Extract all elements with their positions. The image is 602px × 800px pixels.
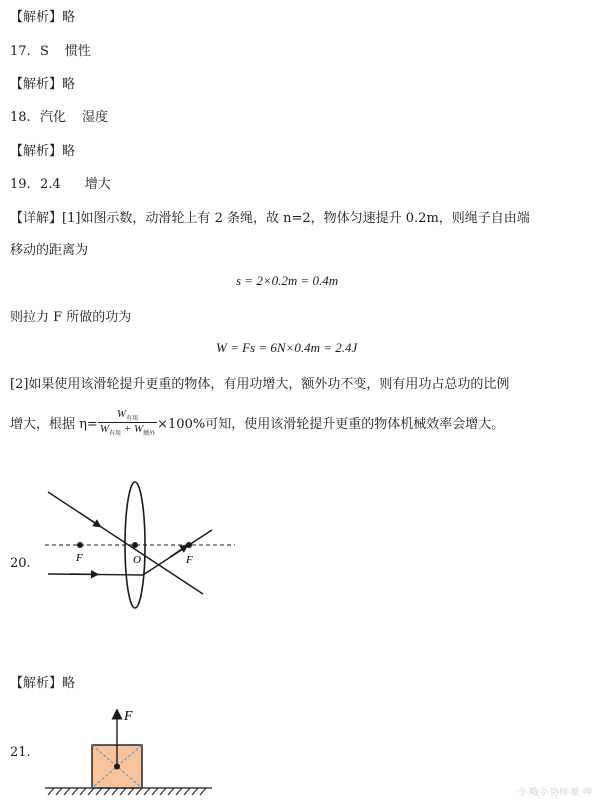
detail-paragraph-2: 则拉力 F 所做的功为 xyxy=(10,310,132,325)
efficiency-intro: 增大，根据 η= xyxy=(10,417,98,433)
force-diagram xyxy=(40,700,220,800)
denominator-plus: + xyxy=(121,423,134,436)
numerator-subscript: 有用 xyxy=(126,416,139,423)
detail-text: [1]如图示数，动滑轮上有 2 条绳，故 n=2，物体匀速提升 0.2m，则绳子自由端 xyxy=(62,211,530,226)
fraction-denominator xyxy=(98,423,157,437)
denominator-subscript-a: 有用 xyxy=(109,431,122,438)
denominator-subscript-b: 额外 xyxy=(143,431,156,438)
answer-18 xyxy=(10,106,108,125)
denominator-symbol-a: W xyxy=(99,423,109,436)
focus-left-dot xyxy=(77,542,83,548)
lens-diagram xyxy=(40,475,240,615)
fraction-numerator xyxy=(98,408,157,423)
analysis-line-20: 【解析】略 xyxy=(10,676,76,691)
answer-part-2: 惯性 xyxy=(64,44,91,59)
ray-arrow xyxy=(80,513,98,525)
question-number-20: 20. xyxy=(10,556,31,571)
answer-19 xyxy=(10,173,111,192)
parallel-ray xyxy=(48,574,143,575)
detail-tag: 【详解】 xyxy=(10,211,63,226)
question-number: 18. xyxy=(10,110,31,125)
watermark: ·令·哦今·协师·呲·呷 xyxy=(514,788,592,798)
optical-center-dot xyxy=(132,542,138,548)
detail-paragraph-1b: 移动的距离为 xyxy=(10,243,89,258)
answer-part-1: 汽化 xyxy=(40,110,67,125)
formula-work: W = Fs = 6N×0.4m = 2.4J xyxy=(216,340,358,355)
detail-paragraph-4 xyxy=(10,408,504,437)
detail-paragraph-1 xyxy=(10,207,530,226)
ray-through-center xyxy=(48,492,203,594)
focus-left-label: F xyxy=(76,552,83,564)
efficiency-fraction xyxy=(98,408,157,437)
answer-part-1: S xyxy=(40,44,49,59)
denominator-symbol-b: W xyxy=(133,423,144,436)
analysis-line-18: 【解析】略 xyxy=(10,144,76,159)
formula-distance: s = 2×0.2m = 0.4m xyxy=(236,273,339,288)
question-number: 19. xyxy=(10,177,31,192)
efficiency-conclusion: ×100%可知，使用该滑轮提升更重的物体机械效率会增大。 xyxy=(157,417,505,433)
ray-arrow xyxy=(170,547,185,557)
ground-hatching xyxy=(48,788,206,795)
question-number: 17. xyxy=(10,44,31,59)
answer-part-2: 湿度 xyxy=(82,110,109,125)
optical-center-label: O xyxy=(133,554,141,566)
numerator-symbol: W xyxy=(116,408,127,420)
analysis-line-16: 【解析】略 xyxy=(10,10,76,25)
answer-part-2: 增大 xyxy=(84,177,111,192)
answer-17 xyxy=(10,40,91,59)
answer-part-1: 2.4 xyxy=(40,177,61,192)
focus-right-label: F xyxy=(186,554,193,566)
focus-right-dot xyxy=(186,542,192,548)
force-label: F xyxy=(124,709,133,724)
question-number-21: 21. xyxy=(10,745,31,760)
analysis-line-17: 【解析】略 xyxy=(10,77,76,92)
detail-paragraph-3: [2]如果使用该滑轮提升更重的物体，有用功增大，额外功不变，则有用功占总功的比例 xyxy=(10,377,510,392)
